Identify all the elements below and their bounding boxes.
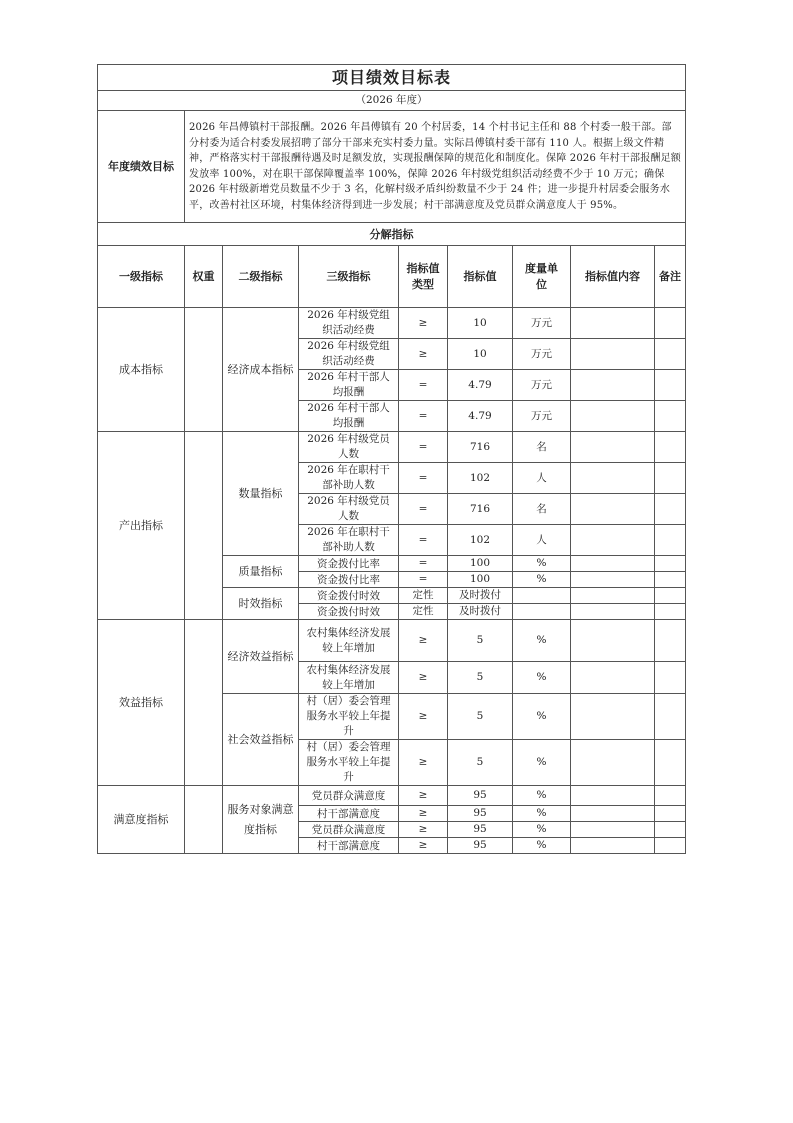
- note-cell: [655, 740, 686, 786]
- unit-cell: 万元: [513, 339, 571, 370]
- level3-cell: 村干部满意度: [299, 806, 399, 822]
- col-level3: 三级指标: [299, 246, 399, 308]
- value-cell: 95: [448, 806, 513, 822]
- col-weight: 权重: [185, 246, 223, 308]
- level1-benefit: 效益指标: [98, 620, 185, 786]
- level2-quantity: 数量指标: [223, 432, 299, 556]
- unit-cell: 人: [513, 463, 571, 494]
- column-header-row: [98, 246, 686, 308]
- value-type-cell: ≥: [399, 822, 448, 838]
- content-cell: [571, 786, 655, 806]
- value-cell: 100: [448, 556, 513, 572]
- value-type-cell: ≥: [399, 662, 448, 694]
- value-cell: 95: [448, 786, 513, 806]
- content-cell: [571, 694, 655, 740]
- unit-cell: %: [513, 740, 571, 786]
- col-unit: 度量单位: [513, 246, 571, 308]
- unit-cell: 名: [513, 432, 571, 463]
- level1-output: 产出指标: [98, 432, 185, 620]
- value-type-cell: ≥: [399, 620, 448, 662]
- unit-cell: 名: [513, 494, 571, 525]
- table-row: [98, 308, 686, 339]
- col-level2: 二级指标: [223, 246, 299, 308]
- content-cell: [571, 463, 655, 494]
- content-cell: [571, 620, 655, 662]
- performance-table: [97, 64, 686, 854]
- unit-cell: 人: [513, 525, 571, 556]
- unit-cell: %: [513, 806, 571, 822]
- value-cell: 95: [448, 822, 513, 838]
- unit-cell: %: [513, 620, 571, 662]
- note-cell: [655, 494, 686, 525]
- level1-cost: 成本指标: [98, 308, 185, 432]
- value-type-cell: 定性: [399, 604, 448, 620]
- table-row: [98, 620, 686, 662]
- col-level1: 一级指标: [98, 246, 185, 308]
- level3-cell: 党员群众满意度: [299, 822, 399, 838]
- level3-cell: 农村集体经济发展较上年增加: [299, 662, 399, 694]
- content-cell: [571, 838, 655, 854]
- unit-cell: 万元: [513, 370, 571, 401]
- level1-satisfaction: 满意度指标: [98, 786, 185, 854]
- value-type-cell: ≥: [399, 838, 448, 854]
- value-type-cell: =: [399, 572, 448, 588]
- unit-cell: [513, 588, 571, 604]
- value-type-cell: =: [399, 463, 448, 494]
- col-note: 备注: [655, 246, 686, 308]
- content-cell: [571, 339, 655, 370]
- level2-economic-benefit: 经济效益指标: [223, 620, 299, 694]
- level3-cell: 村（居）委会管理服务水平较上年提升: [299, 694, 399, 740]
- value-cell: 102: [448, 525, 513, 556]
- level2-quality: 质量指标: [223, 556, 299, 588]
- unit-cell: %: [513, 838, 571, 854]
- note-cell: [655, 308, 686, 339]
- level3-cell: 村（居）委会管理服务水平较上年提升: [299, 740, 399, 786]
- note-cell: [655, 370, 686, 401]
- value-cell: 95: [448, 838, 513, 854]
- value-type-cell: =: [399, 432, 448, 463]
- level2-timeliness: 时效指标: [223, 588, 299, 620]
- level3-cell: 2026 年村干部人均报酬: [299, 401, 399, 432]
- level3-cell: 资金拨付比率: [299, 572, 399, 588]
- value-cell: 716: [448, 432, 513, 463]
- weight-cell: [185, 432, 223, 620]
- page-title: 项目绩效目标表: [98, 65, 686, 91]
- note-cell: [655, 432, 686, 463]
- content-cell: [571, 572, 655, 588]
- value-type-cell: =: [399, 370, 448, 401]
- content-cell: [571, 740, 655, 786]
- note-cell: [655, 556, 686, 572]
- table-row: [98, 432, 686, 463]
- note-cell: [655, 620, 686, 662]
- value-cell: 5: [448, 662, 513, 694]
- note-cell: [655, 572, 686, 588]
- content-cell: [571, 308, 655, 339]
- content-cell: [571, 806, 655, 822]
- content-cell: [571, 604, 655, 620]
- level2-economic-cost: 经济成本指标: [223, 308, 299, 432]
- unit-cell: %: [513, 572, 571, 588]
- value-type-cell: ≥: [399, 786, 448, 806]
- annual-goal-text: 2026 年昌傅镇村干部报酬。2026 年昌傅镇有 20 个村居委，14 个村书记主任和 88 个村委一般干部。部分村委为适合村委发展招聘了部分干部来充实村委力量。实际昌傅镇村委干部有 110 人。根据上级文件精神，严格落实村干部报酬待遇及时足额发放，实现报酬保障的规范化和制度化。保障 2026 年村干部报酬足额发放率 100%，对在职干部保障覆盖率 100%，保障 2026 年村级党组织活动经费不少于 10 万元；确保 2026 年村级新增党员数量不少于 3 名，化解村级矛盾纠纷数量不少于 24 件；进一步提升村居委会服务水平，改善村社区环境，村集体经济得到进一步发展；村干部满意度及党员群众满意度人于 95%。: [185, 111, 686, 223]
- value-type-cell: =: [399, 556, 448, 572]
- content-cell: [571, 662, 655, 694]
- unit-cell: [513, 604, 571, 620]
- unit-cell: %: [513, 556, 571, 572]
- performance-goal-form: [97, 64, 685, 854]
- value-type-cell: =: [399, 401, 448, 432]
- note-cell: [655, 786, 686, 806]
- value-cell: 10: [448, 308, 513, 339]
- unit-cell: %: [513, 822, 571, 838]
- level3-cell: 2026 年村干部人均报酬: [299, 370, 399, 401]
- note-cell: [655, 662, 686, 694]
- note-cell: [655, 822, 686, 838]
- level3-cell: 资金拨付时效: [299, 588, 399, 604]
- unit-cell: 万元: [513, 401, 571, 432]
- value-cell: 4.79: [448, 370, 513, 401]
- level2-social-benefit: 社会效益指标: [223, 694, 299, 786]
- level3-cell: 2026 年村级党组织活动经费: [299, 339, 399, 370]
- level3-cell: 资金拨付时效: [299, 604, 399, 620]
- level3-cell: 2026 年村级党组织活动经费: [299, 308, 399, 339]
- table-row: [98, 786, 686, 806]
- note-cell: [655, 806, 686, 822]
- col-value: 指标值: [448, 246, 513, 308]
- level3-cell: 农村集体经济发展较上年增加: [299, 620, 399, 662]
- annual-goal-label: 年度绩效目标: [98, 111, 185, 223]
- content-cell: [571, 822, 655, 838]
- level3-cell: 2026 年村级党员人数: [299, 494, 399, 525]
- value-type-cell: ≥: [399, 339, 448, 370]
- note-cell: [655, 694, 686, 740]
- note-cell: [655, 401, 686, 432]
- unit-cell: %: [513, 662, 571, 694]
- value-cell: 100: [448, 572, 513, 588]
- level2-service-satisfaction: 服务对象满意度指标: [223, 786, 299, 854]
- weight-cell: [185, 308, 223, 432]
- content-cell: [571, 525, 655, 556]
- year-label: （2026 年度）: [98, 91, 686, 111]
- level3-cell: 资金拨付比率: [299, 556, 399, 572]
- value-cell: 及时拨付: [448, 604, 513, 620]
- note-cell: [655, 588, 686, 604]
- value-type-cell: =: [399, 494, 448, 525]
- value-type-cell: ≥: [399, 694, 448, 740]
- level3-cell: 2026 年村级党员人数: [299, 432, 399, 463]
- col-value-type: 指标值类型: [399, 246, 448, 308]
- note-cell: [655, 339, 686, 370]
- content-cell: [571, 432, 655, 463]
- weight-cell: [185, 620, 223, 786]
- unit-cell: %: [513, 786, 571, 806]
- col-content: 指标值内容: [571, 246, 655, 308]
- value-type-cell: ≥: [399, 806, 448, 822]
- value-type-cell: 定性: [399, 588, 448, 604]
- level3-cell: 2026 年在职村干部补助人数: [299, 525, 399, 556]
- value-type-cell: ≥: [399, 740, 448, 786]
- content-cell: [571, 370, 655, 401]
- note-cell: [655, 525, 686, 556]
- value-type-cell: =: [399, 525, 448, 556]
- level3-cell: 党员群众满意度: [299, 786, 399, 806]
- value-cell: 716: [448, 494, 513, 525]
- value-cell: 5: [448, 620, 513, 662]
- content-cell: [571, 401, 655, 432]
- value-cell: 102: [448, 463, 513, 494]
- breakdown-heading: 分解指标: [98, 223, 686, 246]
- value-type-cell: ≥: [399, 308, 448, 339]
- level3-cell: 2026 年在职村干部补助人数: [299, 463, 399, 494]
- content-cell: [571, 494, 655, 525]
- unit-cell: 万元: [513, 308, 571, 339]
- unit-cell: %: [513, 694, 571, 740]
- value-cell: 10: [448, 339, 513, 370]
- note-cell: [655, 463, 686, 494]
- level3-cell: 村干部满意度: [299, 838, 399, 854]
- value-cell: 4.79: [448, 401, 513, 432]
- weight-cell: [185, 786, 223, 854]
- note-cell: [655, 604, 686, 620]
- content-cell: [571, 588, 655, 604]
- value-cell: 及时拨付: [448, 588, 513, 604]
- note-cell: [655, 838, 686, 854]
- value-cell: 5: [448, 694, 513, 740]
- value-cell: 5: [448, 740, 513, 786]
- content-cell: [571, 556, 655, 572]
